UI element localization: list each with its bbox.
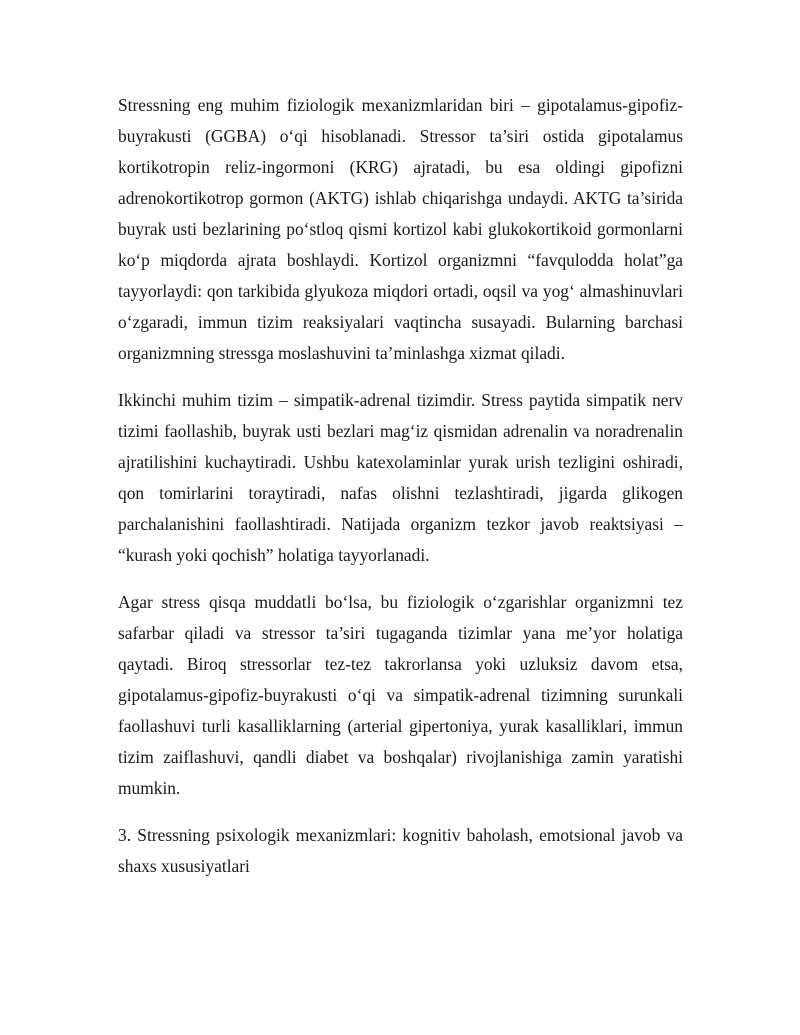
document-body: [118, 90, 683, 882]
section-heading: 3. Stressning psixologik mexanizmlari: kognitiv baholash, emotsional javob va shaxs xususiyatlari: [118, 825, 683, 876]
paragraph-chronic-stress: Agar stress qisqa muddatli bo‘lsa, bu fiziologik o‘zgarishlar organizmni tez safarbar qiladi va stressor ta’siri tugaganda tizimlar yana me’yor holatiga qaytadi. Biroq stressorlar tez-tez takrorlansa yoki uzluksiz davom etsa, gipotalamus-gipofiz-buyrakusti o‘qi va simpatik-adrenal tizimning surunkali faollashuvi turli kasalliklarning (arterial gipertoniya, yurak kasalliklari, immun tizim zaiflashuvi, qandli diabet va boshqalar) rivojlanishiga zamin yaratishi mumkin.: [118, 592, 683, 798]
paragraph-sympathoadrenal: Ikkinchi muhim tizim – simpatik-adrenal tizimdir. Stress paytida simpatik nerv tizimi faollashib, buyrak usti bezlari mag‘iz qismidan adrenalin va noradrenalin ajratilishini kuchaytiradi. Ushbu katexolaminlar yurak urish tezligini oshiradi, qon tomirlarini toraytiradi, nafas olishni tezlashtiradi, jigarda glikogen parchalanishini faollashtiradi. Natijada organizm tezkor javob reaktsiyasi – “kurash yoki qochish” holatiga tayyorlanadi.: [118, 390, 683, 565]
paragraph-hpa-axis: Stressning eng muhim fiziologik mexanizmlaridan biri – gipotalamus-gipofiz-buyrakusti (GGBA) o‘qi hisoblanadi. Stressor ta’siri ostida gipotalamus kortikotropin reliz-ingormoni (KRG) ajratadi, bu esa oldingi gipofizni adrenokortikotrop gormon (AKTG) ishlab chiqarishga undaydi. AKTG ta’sirida buyrak usti bezlarining po‘stloq qismi kortizol kabi glukokortikoid gormonlarni ko‘p miqdorda ajrata boshlaydi. Kortizol organizmni “favqulodda holat”ga tayyorlaydi: qon tarkibida glyukoza miqdori ortadi, oqsil va yog‘ almashinuvlari o‘zgaradi, immun tizim reaksiyalari vaqtincha susayadi. Bularning barchasi organizmning stressga moslashuvini ta’minlashga xizmat qiladi.: [118, 95, 683, 363]
